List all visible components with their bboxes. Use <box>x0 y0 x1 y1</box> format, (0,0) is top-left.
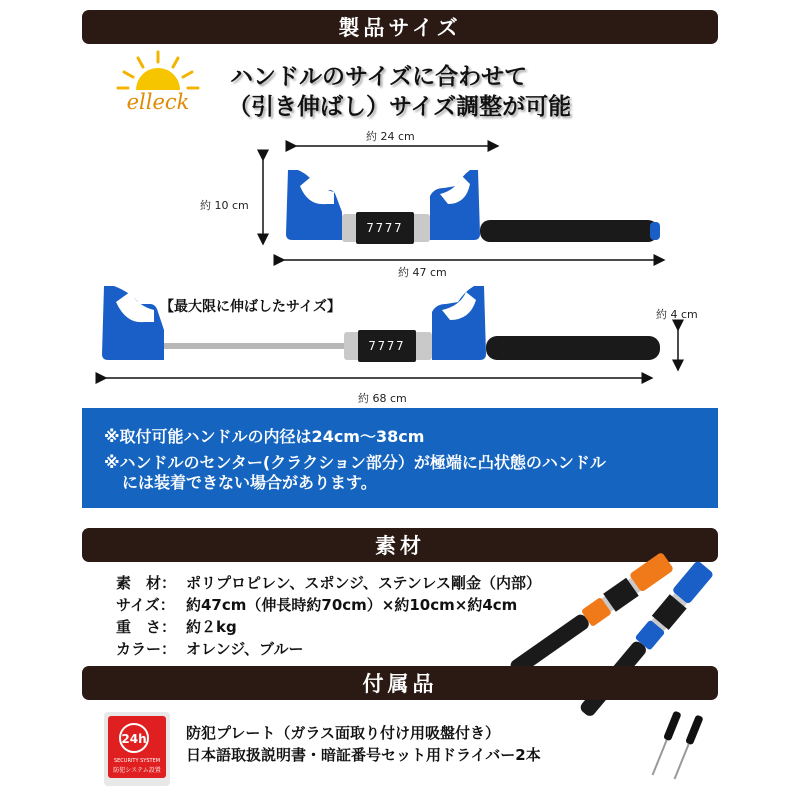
note-line-1: ※取付可能ハンドルの内径は24cm〜38cm <box>104 427 425 446</box>
dim-max-length: 約 68 cm <box>358 392 407 405</box>
material-row: 素 材： ポリプロピレン、スポンジ、ステンレス剛金（内部） <box>116 574 541 592</box>
size-row: サイズ： 約47cm（伸長時約70cm）×約10cm×約4cm <box>116 596 518 614</box>
dim-top-height: 約 10 cm <box>200 199 249 212</box>
accessory-line-2: 日本語取扱説明書・暗証番号セット用ドライバー2本 <box>186 746 541 764</box>
section-title: 素材 <box>375 534 425 558</box>
dim-depth: 約 4 cm <box>656 308 698 321</box>
accessory-line-1: 防犯プレート（ガラス面取り付け用吸盤付き） <box>186 724 500 742</box>
plate-small-1: SECURITY SYSTEM <box>113 758 161 764</box>
plate-badge: 24h <box>121 732 147 746</box>
weight-row: 重 さ： 約２kg <box>116 618 237 636</box>
dim-total-length: 約 47 cm <box>398 266 447 279</box>
max-extension-label: 【最大限に伸ばしたサイズ】 <box>160 299 341 315</box>
note-line-2: ※ハンドルのセンター(クラクション部分）が極端に凸状態のハンドル <box>104 453 606 472</box>
headline-line-1: ハンドルのサイズに合わせて <box>230 63 528 90</box>
lock-digits-extended: 7777 <box>368 339 406 353</box>
plate-small-2: 防犯システム設置 <box>113 767 161 774</box>
note-line-3: には装着できない場合があります。 <box>122 473 377 492</box>
section-title: 付属品 <box>362 672 438 696</box>
color-row: カラー： オレンジ、ブルー <box>116 640 304 658</box>
lock-digits-standard: 7777 <box>366 221 404 235</box>
headline-line-2: （引き伸ばし）サイズ調整が可能 <box>228 93 572 120</box>
section-title: 製品サイズ <box>338 16 462 40</box>
logo-text: elleck <box>126 90 190 114</box>
dim-top-width: 約 24 cm <box>366 130 415 143</box>
